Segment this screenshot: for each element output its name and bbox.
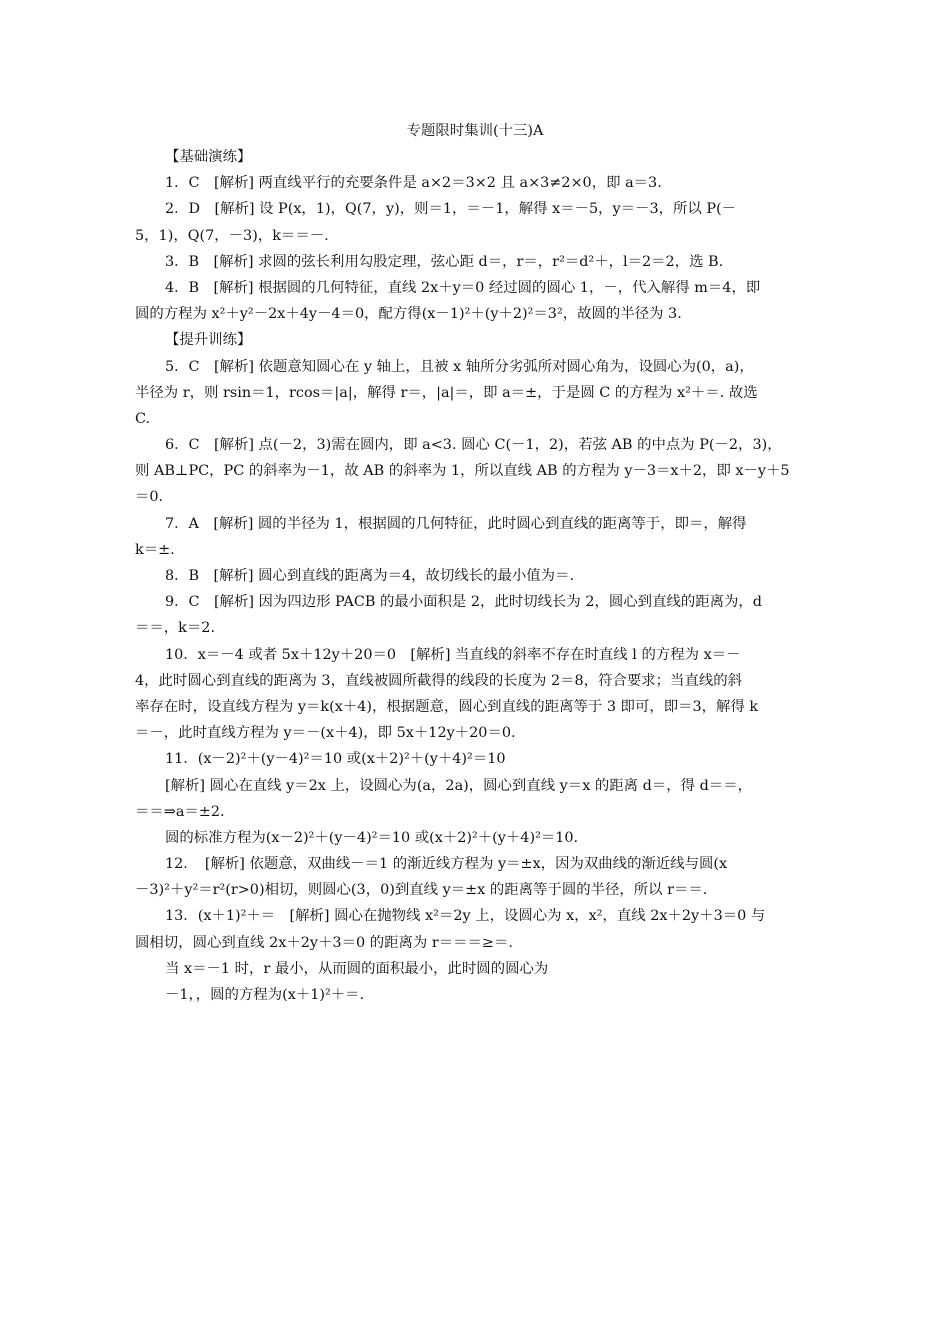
document-body (135, 144, 815, 1008)
text-line: 圆相切，圆心到直线 2x＋2y＋3＝0 的距离为 r＝＝＝≥＝. (135, 934, 513, 951)
text-line: 9．C [解析] 因为四边形 PACB 的最小面积是 2，此时切线长为 2，圆心到直线的距离为，d (165, 594, 763, 611)
text-line: 5．C [解析] 依题意知圆心在 y 轴上，且被 x 轴所分劣弧所对圆心角为，设圆心为(0，a)， (165, 358, 754, 375)
text-line: 4，此时圆心到直线的距离为 3，直线被圆所截得的线段的长度为 2＝8，符合要求；当直线的斜 (135, 672, 743, 689)
text-line: 半径为 r，则 rsin＝1，rcos＝|a|，解得 r＝，|a|＝，即 a＝±，于是圆 C 的方程为 x²＋＝. 故选 (135, 384, 758, 401)
text-line: 【基础演练】 (165, 149, 252, 165)
text-line: ＝0. (135, 489, 164, 506)
text-line: ＝＝，k＝2. (135, 620, 216, 637)
text-line: 13．(x＋1)²＋＝ [解析] 圆心在抛物线 x²＝2y 上，设圆心为 x，x²，直线 2x＋2y＋3＝0 与 (165, 908, 766, 925)
text-line: 11．(x－2)²＋(y－4)²＝10 或(x＋2)²＋(y＋4)²＝10 (165, 751, 506, 768)
text-line: 3．B [解析] 求圆的弦长利用勾股定理，弦心距 d＝，r＝，r²＝d²＋，l＝2＝2，选 B. (165, 253, 724, 270)
document-title: 专题限时集训(十三)A (406, 123, 544, 139)
text-line: 率存在时，设直线方程为 y＝k(x＋4)，根据题意，圆心到直线的距离等于 3 即可，即＝3，解得 k (135, 698, 759, 715)
text-line: 则 AB⊥PC，PC 的斜率为－1，故 AB 的斜率为 1，所以直线 AB 的方程为 y－3＝x＋2，即 x－y＋5 (135, 463, 790, 480)
text-line: 圆的标准方程为(x－2)²＋(y－4)²＝10 或(x＋2)²＋(y＋4)²＝10. (165, 829, 579, 846)
text-line: 5，1)，Q(7，－3)，k＝＝－. (135, 227, 329, 244)
text-line: [解析] 圆心在直线 y＝2x 上，设圆心为(a，2a)，圆心到直线 y＝x 的距离 d＝，得 d＝＝， (165, 777, 752, 794)
text-line: 12． [解析] 依题意，双曲线－＝1 的渐近线方程为 y＝±x，因为双曲线的渐近线与圆(x (165, 856, 728, 873)
text-line: 4．B [解析] 根据圆的几何特征，直线 2x＋y＝0 经过圆的圆心 1，－，代入解得 m＝4，即 (165, 279, 761, 296)
text-line: 圆的方程为 x²＋y²－2x＋4y－4＝0，配方得(x－1)²＋(y＋2)²＝3²，故圆的半径为 3. (135, 306, 682, 323)
text-line: k＝±. (135, 541, 175, 558)
text-line: 8．B [解析] 圆心到直线的距离为＝4，故切线长的最小值为＝. (165, 568, 575, 584)
text-line: 6．C [解析] 点(－2，3)需在圆内，即 a<3. 圆心 C(－1，2)，若弦 AB 的中点为 P(－2，3)， (165, 437, 782, 454)
text-line: 当 x＝－1 时，r 最小，从而圆的面积最小，此时圆的圆心为 (165, 960, 549, 977)
text-line: ＝－，此时直线方程为 y＝－(x＋4)，即 5x＋12y＋20＝0. (135, 725, 516, 742)
text-line: 2．D [解析] 设 P(x，1)，Q(7，y)，则＝1，＝－1，解得 x＝－5，y＝－3，所以 P(－ (165, 201, 737, 218)
text-line: C. (135, 410, 151, 427)
text-line: 10．x＝－4 或者 5x＋12y＋20＝0 [解析] 当直线的斜率不存在时直线 l 的方程为 x＝－ (165, 646, 741, 663)
text-line: 1．C [解析] 两直线平行的充要条件是 a×2＝3×2 且 a×3≠2×0，即 a＝3. (165, 175, 662, 192)
text-line: 7．A [解析] 圆的半径为 1，根据圆的几何特征，此时圆心到直线的距离等于，即＝，解得 (165, 515, 747, 532)
text-line: ＝＝⇒a＝±2. (135, 803, 225, 820)
text-line: －1，，圆的方程为(x＋1)²＋＝. (165, 987, 365, 1003)
text-line: －3)²＋y²＝r²(r>0)相切，则圆心(3，0)到直线 y＝±x 的距离等于圆的半径，所以 r＝＝. (135, 882, 708, 899)
document-page (135, 118, 815, 1008)
text-line: 【提升训练】 (165, 332, 252, 349)
